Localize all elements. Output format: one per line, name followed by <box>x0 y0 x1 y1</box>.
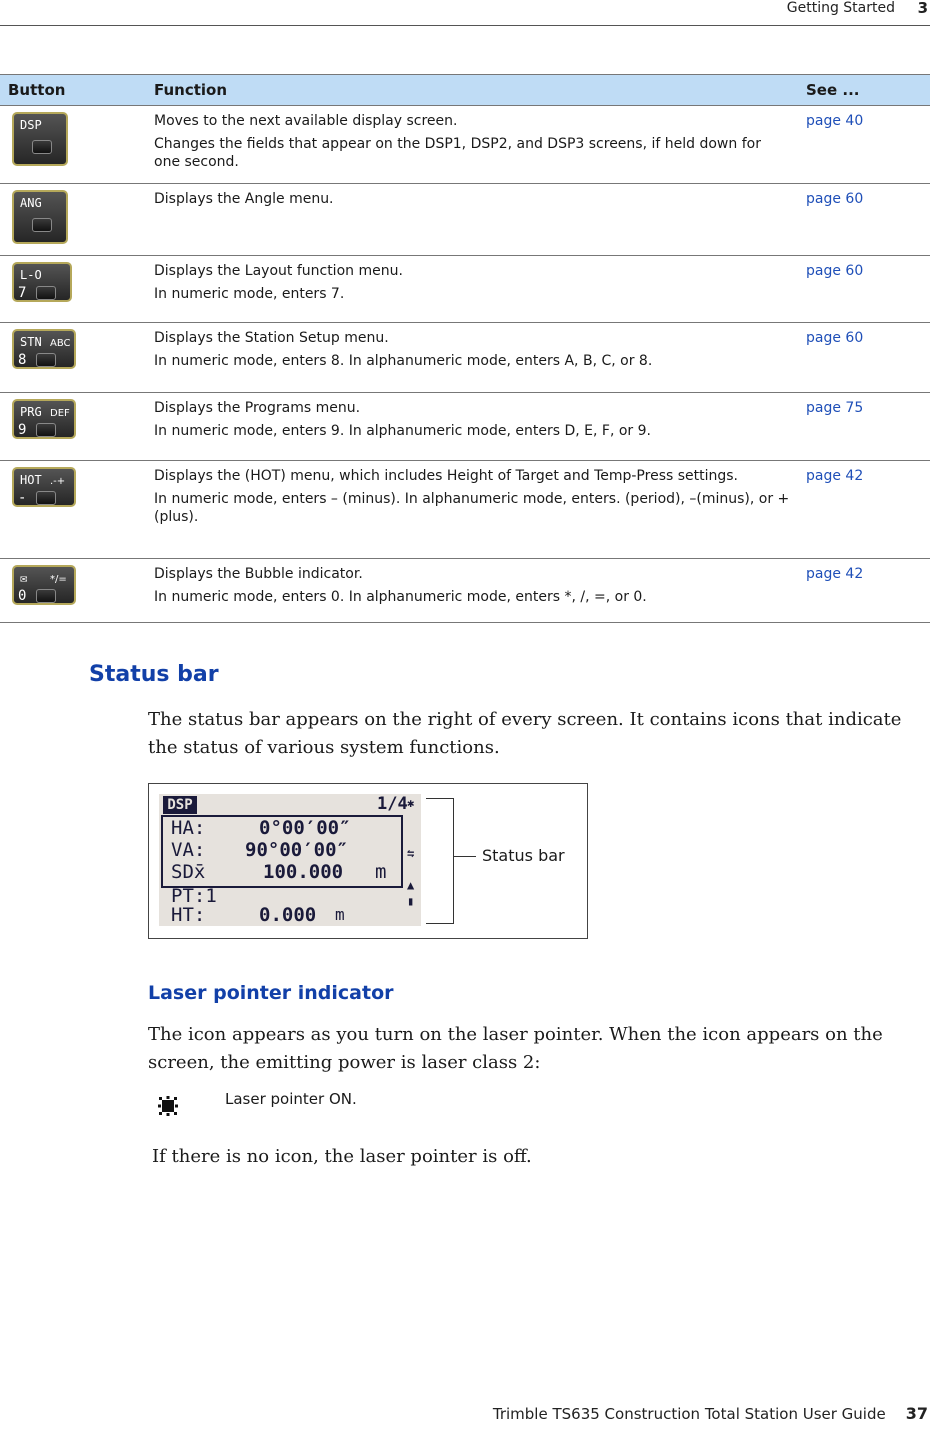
button-cell <box>0 559 146 623</box>
function-text: Displays the (HOT) menu, which includes Height of Target and Temp-Press settings. <box>154 468 739 484</box>
key-button-face <box>36 353 56 367</box>
function-text: In numeric mode, enters – (minus). In alphanumeric mode, enters. (period), –(minus), or + (plus). <box>154 491 790 525</box>
keypad-button-icon <box>12 565 76 605</box>
key-number: 0 <box>18 588 27 604</box>
key-alpha-label: .-+ <box>50 476 66 487</box>
function-text: In numeric mode, enters 9. In alphanumeric mode, enters D, E, F, or 9. <box>154 423 651 439</box>
page-footer <box>493 1404 928 1423</box>
page-reference-link[interactable]: page 42 <box>798 461 930 559</box>
lcd-row-va: VA: <box>171 839 206 861</box>
table-row <box>0 559 930 623</box>
footer-title: Trimble TS635 Construction Total Station User Guide <box>492 1405 886 1423</box>
status-bar-callout: Status bar <box>482 846 565 865</box>
column-header-function: Function <box>146 75 798 106</box>
function-text: Displays the Angle menu. <box>154 191 334 207</box>
key-button-face <box>32 140 52 154</box>
lcd-value-va: 90°00′00″ <box>245 839 348 861</box>
lcd-value-ht: 0.000 <box>259 904 317 926</box>
lcd-row-ha: HA: <box>171 817 206 839</box>
lcd-title: DSP <box>163 796 197 814</box>
laser-off-text: If there is no icon, the laser pointer is off. <box>152 1146 532 1167</box>
key-label: PRG <box>20 405 42 419</box>
keypad-button-icon <box>12 329 76 369</box>
subsection-heading-laser: Laser pointer indicator <box>148 982 394 1004</box>
key-label: ANG <box>20 196 42 210</box>
function-cell <box>146 461 798 559</box>
key-label: HOT <box>20 473 42 487</box>
page-header <box>0 0 930 26</box>
button-cell <box>0 393 146 461</box>
keypad-button-icon <box>12 467 76 507</box>
lcd-screen <box>159 794 421 926</box>
table-row <box>0 461 930 559</box>
function-text: Displays the Programs menu. <box>154 400 361 416</box>
lock-status-icon: ▲ <box>407 878 415 892</box>
laser-pointer-icon <box>158 1096 178 1116</box>
button-cell <box>0 461 146 559</box>
laser-on-label: Laser pointer ON. <box>225 1090 357 1108</box>
function-cell <box>146 393 798 461</box>
key-label: ✉ <box>20 571 28 585</box>
lcd-value-ha: 0°00′00″ <box>259 817 351 839</box>
keypad-button-icon <box>12 190 68 244</box>
key-number: 7 <box>18 285 27 301</box>
status-bar-bracket <box>426 798 454 924</box>
function-cell <box>146 106 798 184</box>
table-header-row <box>0 75 930 106</box>
function-text: Changes the fields that appear on the DSP1, DSP2, and DSP3 screens, if held down for one second. <box>154 136 761 170</box>
function-text: Displays the Bubble indicator. <box>154 566 363 582</box>
button-cell <box>0 256 146 323</box>
function-text: Displays the Layout function menu. <box>154 263 403 279</box>
key-button-face <box>36 491 56 505</box>
lcd-unit-sd: m <box>375 861 387 883</box>
key-button-face <box>36 286 56 300</box>
key-number: 9 <box>18 422 27 438</box>
lcd-row-pt: PT:1 <box>171 885 217 907</box>
signal-status-icon: ⇋ <box>407 846 415 860</box>
page-reference-link[interactable]: page 60 <box>798 256 930 323</box>
function-cell <box>146 559 798 623</box>
keypad-button-icon <box>12 112 68 166</box>
page-reference-link[interactable]: page 60 <box>798 184 930 256</box>
callout-line <box>454 856 476 857</box>
key-number: - <box>18 490 27 506</box>
laser-status-icon: ✱ <box>407 796 415 810</box>
function-cell <box>146 184 798 256</box>
key-button-face <box>32 218 52 232</box>
status-bar-paragraph: The status bar appears on the right of every screen. It contains icons that indicate the status of various system functions. <box>148 709 902 758</box>
table-row <box>0 393 930 461</box>
keypad-button-icon <box>12 262 72 302</box>
key-number: 8 <box>18 352 27 368</box>
key-label: L-O <box>20 268 42 282</box>
function-cell <box>146 323 798 393</box>
page-reference-link[interactable]: page 40 <box>798 106 930 184</box>
lcd-row-ht: HT: <box>171 904 206 926</box>
function-text: In numeric mode, enters 8. In alphanumeric mode, enters A, B, C, or 8. <box>154 353 653 369</box>
table-row <box>0 256 930 323</box>
function-text: Displays the Station Setup menu. <box>154 330 389 346</box>
button-cell <box>0 323 146 393</box>
table-row <box>0 323 930 393</box>
lcd-page-indicator: 1/4 <box>377 794 408 814</box>
button-cell <box>0 184 146 256</box>
footer-page-number: 37 <box>905 1404 928 1423</box>
status-bar-figure <box>148 783 588 939</box>
keypad-button-icon <box>12 399 76 439</box>
key-label: DSP <box>20 118 42 132</box>
button-cell <box>0 106 146 184</box>
key-alpha-label: DEF <box>50 408 70 419</box>
key-alpha-label: ABC <box>50 338 71 349</box>
function-text: Moves to the next available display screen. <box>154 113 458 129</box>
key-alpha-label: */= <box>50 574 67 585</box>
key-label: STN <box>20 335 42 349</box>
page-reference-link[interactable]: page 60 <box>798 323 930 393</box>
table-row <box>0 184 930 256</box>
lcd-unit-ht: m <box>335 905 345 924</box>
column-header-see: See ... <box>798 75 930 106</box>
table-row <box>0 106 930 184</box>
battery-status-icon: ▮ <box>407 894 415 908</box>
column-header-button: Button <box>0 75 146 106</box>
key-button-face <box>36 589 56 603</box>
section-heading-status-bar: Status bar <box>89 662 219 687</box>
header-chapter: 3 <box>917 0 928 17</box>
page-reference-link[interactable]: page 42 <box>798 559 930 623</box>
key-button-face <box>36 423 56 437</box>
page-reference-link[interactable]: page 75 <box>798 393 930 461</box>
lcd-row-sd: SDx̄ <box>171 861 206 883</box>
laser-paragraph: The icon appears as you turn on the laser pointer. When the icon appears on the screen, the emitting power is laser class 2: <box>148 1024 883 1073</box>
function-cell <box>146 256 798 323</box>
function-text: In numeric mode, enters 0. In alphanumeric mode, enters *, /, =, or 0. <box>154 589 647 605</box>
lcd-value-sd: 100.000 <box>263 861 344 883</box>
button-function-table <box>0 74 930 623</box>
header-section: Getting Started <box>786 0 895 16</box>
function-text: In numeric mode, enters 7. <box>154 286 345 302</box>
